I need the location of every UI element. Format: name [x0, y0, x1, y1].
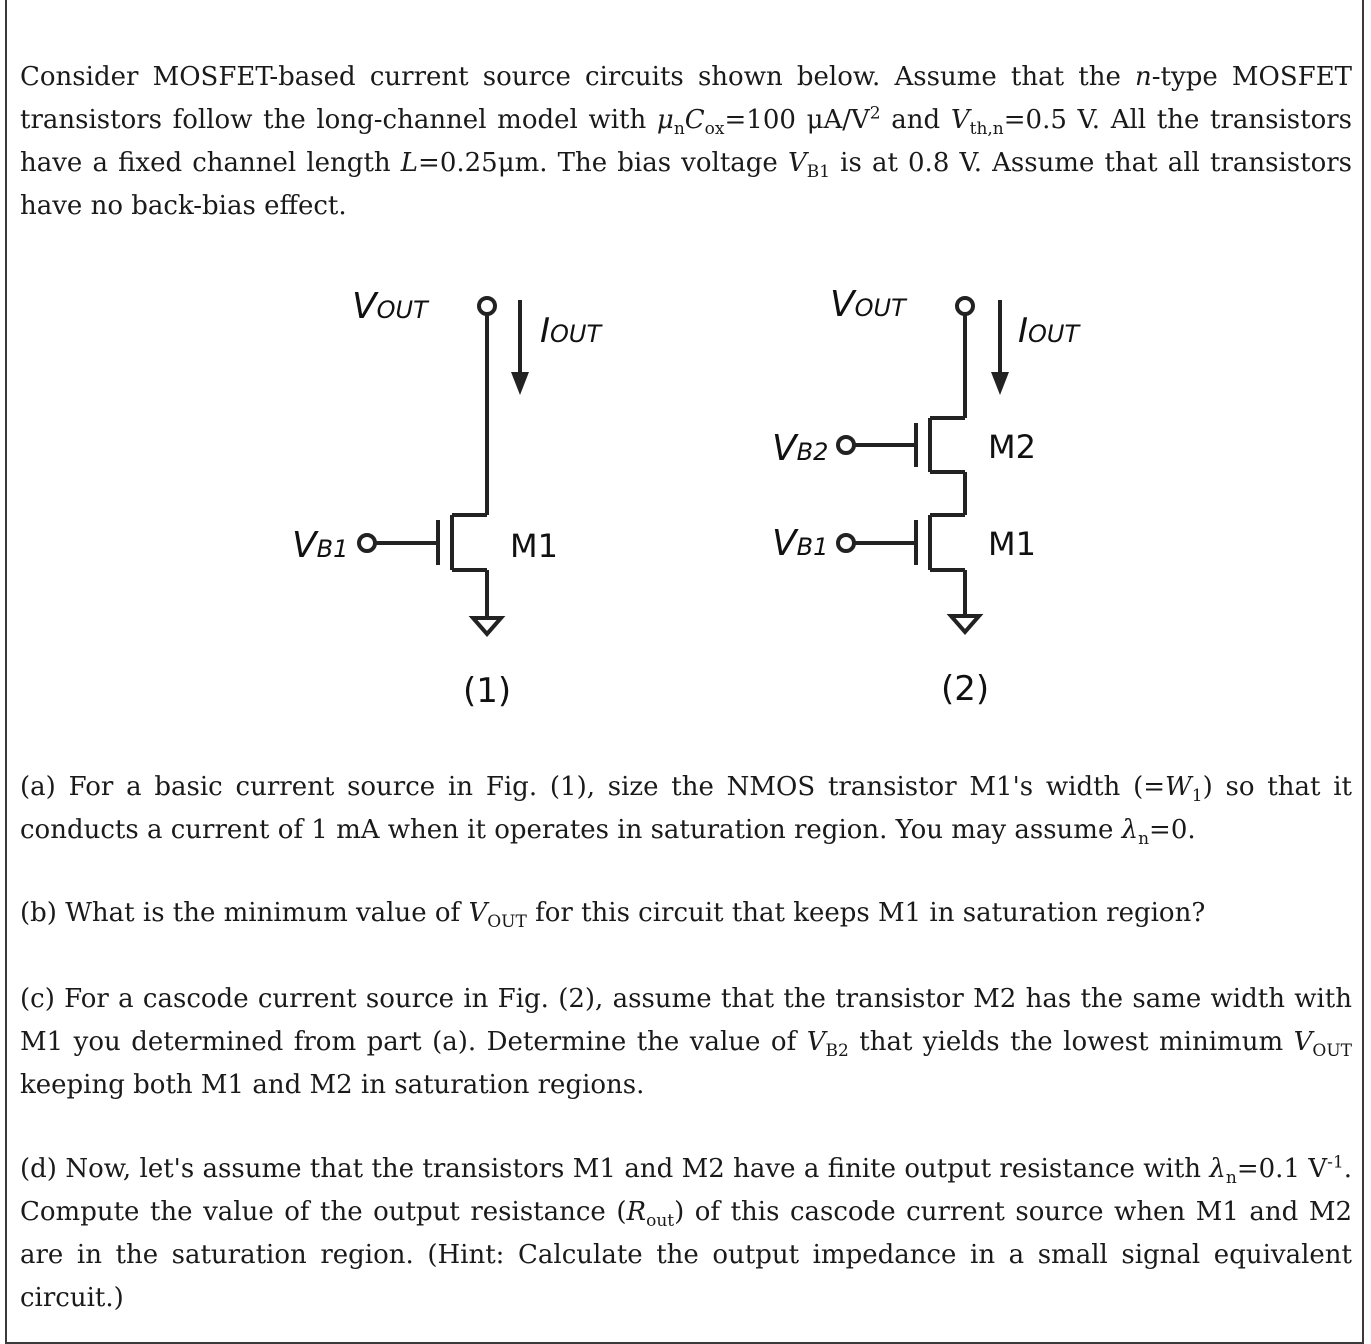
vout-label-1: VOUT — [352, 286, 428, 327]
intro-paragraph: Consider MOSFET-based current source circuits shown below. Assume that the n-type MOSFET transistors follow the long-channel model with $\mu_nC_{ox}=100$ $\mu A/V^2$ and $V_{th,n}=0.5$ V. All the transistors have a fixed channel length L=0.25μm. The bias voltage $V_{B1}$ is at 0.8 V. Assume that all transistors have no back-bias effect. — [20, 62, 1353, 221]
figure-1-circuit — [359, 298, 529, 634]
iout-arrow-head-2 — [991, 372, 1009, 395]
part-a-paragraph: (a) For a basic current source in Fig. (1), size the NMOS transistor M1's width $(=W_1)$ so that it conducts a current of 1 mA when it operates in saturation region. You may assume $\lambda_n=0$. — [20, 772, 1352, 850]
m2-label: M2 — [988, 428, 1036, 466]
vout-terminal-2 — [957, 298, 973, 314]
vout-label-2: VOUT — [830, 284, 906, 325]
m1-label-1: M1 — [510, 527, 558, 565]
part-c-paragraph: (c) For a cascode current source in Fig. (2), assume that the transistor M2 has the same width with M1 you determined from part (a). Determine the value of $V_{B2}$ that yields the lowest minimum $V_{OUT}$ keeping both M1 and M2 in saturation regions. — [20, 984, 1352, 1100]
ground-symbol-2 — [951, 616, 979, 632]
vb1-terminal-1 — [359, 535, 375, 551]
part-b-paragraph: (b) What is the minimum value of $V_{OUT}$ for this circuit that keeps M1 in saturation region? — [20, 898, 1206, 933]
vb2-label: VB2 — [772, 428, 829, 469]
circuit-diagrams — [0, 270, 1371, 730]
vb1-terminal-2 — [838, 535, 854, 551]
vb1-label-2: VB1 — [772, 523, 829, 564]
iout-label-1: IOUT — [540, 311, 602, 351]
figure-1-caption: (1) — [463, 671, 512, 711]
m1-label-2: M1 — [988, 525, 1036, 563]
vb2-terminal — [838, 437, 854, 453]
ground-symbol-1 — [473, 618, 501, 634]
iout-arrow-head-1 — [511, 372, 529, 395]
vb1-label-1: VB1 — [292, 525, 349, 566]
figure-2-circuit — [838, 298, 1009, 632]
iout-label-2: IOUT — [1018, 311, 1080, 351]
vout-terminal-1 — [479, 298, 495, 314]
figure-2-caption: (2) — [941, 669, 990, 709]
part-d-paragraph: (d) Now, let's assume that the transistors M1 and M2 have a finite output resistance with $\lambda_n=0.1$ $V^{-1}$. Compute the value of the output resistance $(R_{out})$ of this cascode current source when M1 and M2 are in the saturation region. (Hint: Calculate the output impedance in a small signal equivalent circuit.) — [20, 1152, 1352, 1313]
